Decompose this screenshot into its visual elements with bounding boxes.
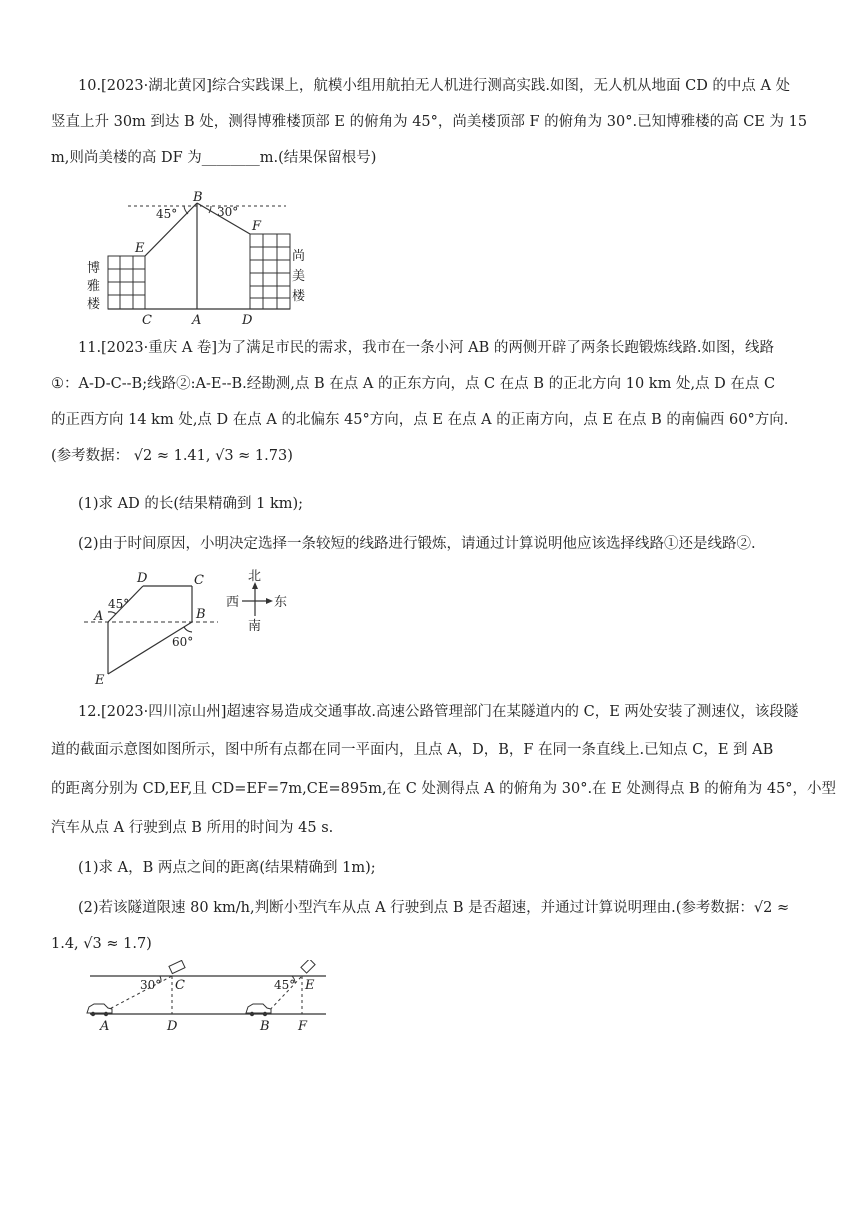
problem-11-line-4: (参考数据： √2 ≈ 1.41, √3 ≈ 1.73): [51, 448, 293, 464]
fig10-angle-30: 30°: [217, 205, 239, 219]
problem-10-line-1: 10.[2023·湖北黄冈]综合实践课上，航模小组用航拍无人机进行测高实践.如图，无人机从地面 CD 的中点 A 处: [78, 78, 791, 94]
problem-10-line-2: 竖直上升 30m 到达 B 处，测得博雅楼顶部 E 的俯角为 45°，尚美楼顶部 F 的俯角为 30°.已知博雅楼的高 CE 为 15: [51, 114, 808, 130]
fig10-right-char-2: 美: [292, 269, 306, 284]
compass-north: 北: [248, 569, 262, 584]
fig10-left-char-2: 雅: [87, 279, 101, 294]
problem-12-sub-2: (2)若该隧道限速 80 km/h,判断小型汽车从点 A 行驶到点 B 是否超速，并通过计算说明理由.(参考数据：√2 ≈: [78, 900, 790, 916]
problem-12-line-3: 的距离分别为 CD,EF,且 CD=EF=7m,CE=895m,在 C 处测得点 A 的俯角为 30°.在 E 处测得点 B 的俯角为 45°，小型: [51, 781, 837, 797]
fig10-label-D: D: [242, 313, 253, 326]
fig11-label-A: A: [94, 609, 104, 624]
fig10-right-char-1: 尚: [292, 249, 306, 264]
compass-east: 东: [274, 595, 288, 610]
camera-c-icon: [169, 960, 185, 973]
fig10-left-char-3: 楼: [87, 297, 101, 312]
fig11-label-B: B: [196, 607, 206, 622]
problem-11-line-3: 的正西方向 14 km 处,点 D 在点 A 的北偏东 45°方向，点 E 在点 A 的正南方向，点 E 在点 B 的南偏西 60°方向.: [51, 412, 789, 428]
problem-12-sub-1: (1)求 A，B 两点之间的距离(结果精确到 1m);: [78, 860, 376, 876]
fig10-label-F: F: [252, 219, 262, 234]
problem-10-line-3: m,则尚美楼的高 DF 为________m.(结果保留根号): [51, 150, 377, 166]
fig12-label-C: C: [175, 978, 185, 993]
fig10-label-C: C: [142, 313, 152, 326]
fig11-label-D: D: [137, 571, 148, 586]
fig10-label-A: A: [192, 313, 202, 326]
fig12-label-E: E: [305, 978, 315, 993]
fig11-angle-60: 60°: [172, 635, 194, 649]
fig12-angle-45: 45°: [274, 978, 296, 992]
fig10-label-B: B: [193, 190, 203, 205]
fig12-label-F: F: [298, 1019, 308, 1034]
problem-12-sub-3: 1.4, √3 ≈ 1.7): [51, 936, 152, 952]
fig10-left-char-1: 博: [87, 261, 101, 276]
figure-12: [80, 960, 340, 1034]
problem-11-line-1: 11.[2023·重庆 A 卷]为了满足市民的需求，我市在一条小河 AB 的两侧开辟了两条长跑锻炼线路.如图，线路: [78, 340, 775, 356]
fig10-right-char-3: 楼: [292, 289, 306, 304]
figure-10: [80, 186, 320, 326]
fig10-angle-45: 45°: [156, 207, 178, 221]
compass-west: 西: [226, 595, 240, 610]
problem-12-line-1: 12.[2023·四川凉山州]超速容易造成交通事故.高速公路管理部门在某隧道内的 C，E 两处安装了测速仪，该段隧: [78, 704, 799, 720]
problem-11-line-2: ①：A-D-C--B;线路②:A-E--B.经勘测,点 B 在点 A 的正东方向，点 C 在点 B 的正北方向 10 km 处,点 D 在点 C: [51, 376, 776, 392]
problem-11-sub-1: (1)求 AD 的长(结果精确到 1 km);: [78, 496, 304, 512]
fig11-angle-45: 45°: [108, 597, 130, 611]
compass-south: 南: [248, 619, 262, 634]
problem-11-sub-2: (2)由于时间原因，小明决定选择一条较短的线路进行锻炼，请通过计算说明他应该选择线路①还是线路②.: [78, 536, 756, 552]
fig12-label-A: A: [100, 1019, 110, 1034]
camera-e-icon: [301, 960, 315, 973]
fig11-label-E: E: [95, 673, 105, 688]
compass-icon: [242, 582, 273, 616]
fig10-label-E: E: [135, 241, 145, 256]
fig12-label-D: D: [167, 1019, 178, 1034]
figure-11: [80, 566, 310, 690]
problem-12-line-4: 汽车从点 A 行驶到点 B 所用的时间为 45 s.: [51, 820, 334, 836]
fig11-label-C: C: [194, 573, 204, 588]
problem-12-line-2: 道的截面示意图如图所示，图中所有点都在同一平面内，且点 A，D，B，F 在同一条直线上.已知点 C，E 到 AB: [51, 742, 774, 758]
fig12-label-B: B: [260, 1019, 270, 1034]
fig12-angle-30: 30°: [140, 978, 162, 992]
